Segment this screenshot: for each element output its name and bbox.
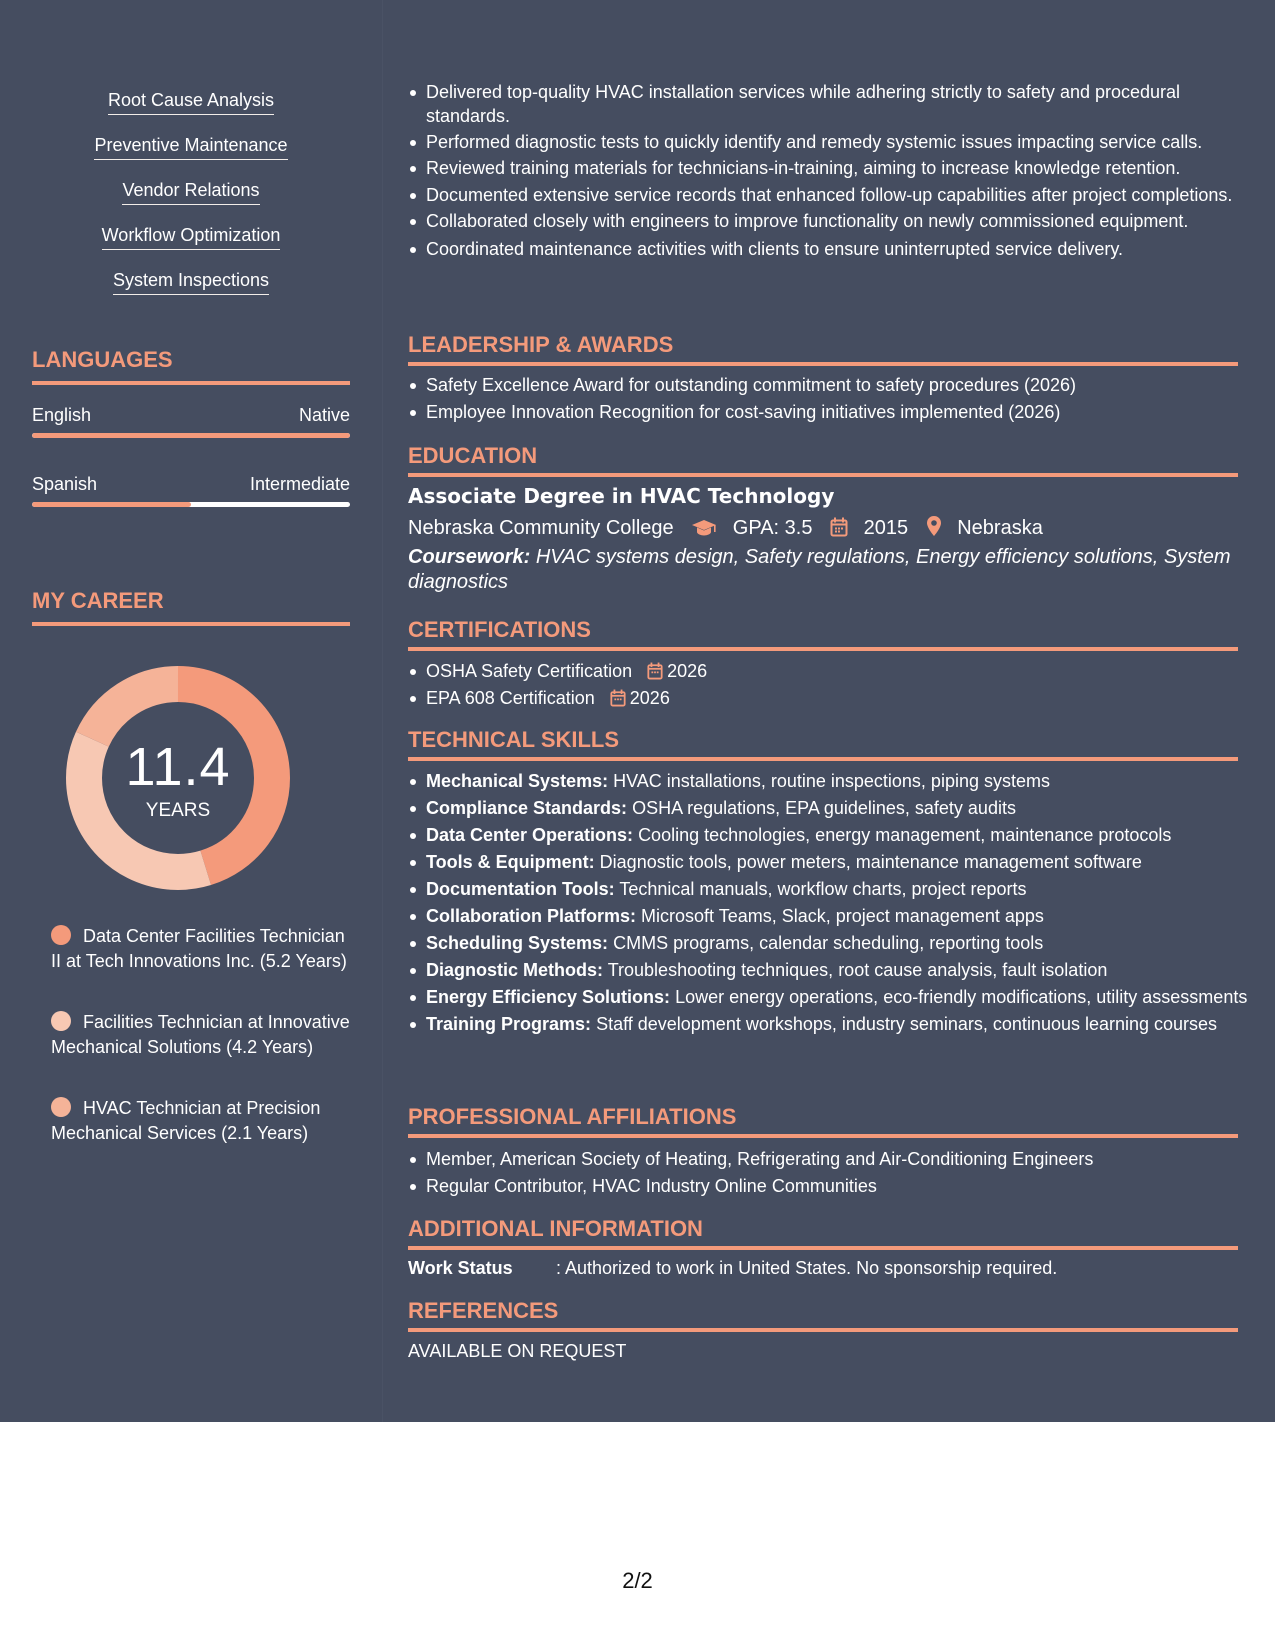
- education-details: [408, 515, 1043, 541]
- list-item: [426, 1012, 1256, 1036]
- references-heading: REFERENCES: [408, 1298, 1238, 1332]
- degree-title: Associate Degree in HVAC Technology: [408, 484, 835, 508]
- school-location: Nebraska: [957, 517, 1043, 539]
- career-item: [51, 924, 351, 974]
- language-row: [32, 404, 350, 426]
- skill-category: Collaboration Platforms:: [426, 906, 637, 926]
- list-item: Documented extensive service records that enhanced follow-up capabilities after project completions.: [426, 183, 1256, 207]
- skill-values: Microsoft Teams, Slack, project management apps: [641, 906, 1044, 926]
- list-item: Delivered top-quality HVAC installation services while adhering strictly to safety and procedural standards.: [426, 80, 1256, 128]
- additional-info-heading: ADDITIONAL INFORMATION: [408, 1216, 1238, 1250]
- leadership-list: [408, 373, 1256, 424]
- language-name: Spanish: [32, 474, 98, 494]
- skill-link[interactable]: [32, 89, 350, 115]
- list-item: Performed diagnostic tests to quickly identify and remedy systemic issues impacting service calls.: [426, 130, 1256, 154]
- skill-values: Troubleshooting techniques, root cause analysis, fault isolation: [607, 960, 1108, 980]
- list-item: Employee Innovation Recognition for cost-saving initiatives implemented (2026): [426, 400, 1256, 424]
- list-item: [426, 931, 1256, 955]
- skill-category: Energy Efficiency Solutions:: [426, 987, 671, 1007]
- skill-category: Diagnostic Methods:: [426, 960, 604, 980]
- career-item-text: Facilities Technician at Innovative Mechanical Solutions (4.2 Years): [51, 1012, 350, 1057]
- career-item-text: Data Center Facilities Technician II at Tech Innovations Inc. (5.2 Years): [51, 926, 347, 971]
- coursework-label: Coursework:: [408, 546, 531, 568]
- skill-values: OSHA regulations, EPA guidelines, safety audits: [632, 798, 1016, 818]
- work-status-value: : Authorized to work in United States. No sponsorship required.: [556, 1258, 1058, 1278]
- list-item: [426, 659, 1256, 683]
- list-item: [426, 796, 1256, 820]
- skill-values: CMMS programs, calendar scheduling, reporting tools: [613, 933, 1044, 953]
- work-status-label: Work Status: [408, 1258, 513, 1278]
- affiliations-list: [408, 1147, 1256, 1198]
- list-item: Safety Excellence Award for outstanding commitment to safety procedures (2026): [426, 373, 1256, 397]
- skill-values: HVAC installations, routine inspections, piping systems: [613, 771, 1050, 791]
- gpa: GPA: 3.5: [732, 517, 813, 539]
- skill-category: Data Center Operations:: [426, 825, 634, 845]
- affiliations-heading: PROFESSIONAL AFFILIATIONS: [408, 1104, 1238, 1138]
- experience-bullets: [408, 80, 1256, 261]
- coursework-text: HVAC systems design, Safety regulations, Energy efficiency solutions, System diagnostics: [408, 546, 1231, 593]
- language-name: English: [32, 405, 92, 425]
- list-item: [426, 958, 1256, 982]
- skill-label: Preventive Maintenance: [94, 134, 287, 160]
- graduation-cap-icon: [691, 519, 717, 537]
- column-divider: [382, 0, 383, 1422]
- calendar-icon: [647, 662, 663, 680]
- skill-category: Documentation Tools:: [426, 879, 615, 899]
- language-level: Native: [298, 405, 350, 425]
- skill-label: Workflow Optimization: [102, 224, 281, 250]
- certification-year: 2026: [667, 661, 708, 681]
- language-level: Intermediate: [249, 474, 350, 494]
- language-proficiency-fill: [32, 433, 350, 438]
- career-total-years: 11.4: [125, 737, 231, 797]
- list-item: Collaborated closely with engineers to improve functionality on newly commissioned equipment.: [426, 209, 1256, 233]
- list-item: [426, 877, 1256, 901]
- page-number: 2/2: [622, 1568, 653, 1593]
- career-item: [51, 1010, 351, 1060]
- skill-link[interactable]: [32, 269, 350, 295]
- skill-category: Tools & Equipment:: [426, 852, 595, 872]
- skill-values: Diagnostic tools, power meters, maintenance management software: [599, 852, 1142, 872]
- skill-label: System Inspections: [113, 269, 269, 295]
- skill-category: Compliance Standards:: [426, 798, 628, 818]
- skill-link[interactable]: [32, 224, 350, 250]
- list-item: Member, American Society of Heating, Refrigerating and Air-Conditioning Engineers: [426, 1147, 1256, 1171]
- list-item: [426, 769, 1256, 793]
- calendar-icon: [830, 517, 848, 537]
- skill-values: Cooling technologies, energy management, maintenance protocols: [638, 825, 1172, 845]
- location-pin-icon: [926, 515, 942, 537]
- skill-link[interactable]: [32, 179, 350, 205]
- skill-link[interactable]: [32, 134, 350, 160]
- certifications-heading: CERTIFICATIONS: [408, 617, 1238, 651]
- skill-category: Training Programs:: [426, 1014, 592, 1034]
- skill-label: Vendor Relations: [122, 179, 259, 205]
- language-proficiency-fill: [32, 502, 191, 507]
- technical-skills-list: [408, 769, 1256, 1036]
- skill-values: Staff development workshops, industry seminars, continuous learning courses: [596, 1014, 1218, 1034]
- coursework: [408, 545, 1238, 595]
- graduation-year: 2015: [863, 517, 909, 539]
- list-item: Regular Contributor, HVAC Industry Online Communities: [426, 1174, 1256, 1198]
- work-status-row: [408, 1256, 1057, 1280]
- career-legend-dot: [51, 925, 71, 945]
- career-heading: MY CAREER: [32, 588, 350, 626]
- career-item-text: HVAC Technician at Precision Mechanical Services (2.1 Years): [51, 1098, 321, 1143]
- languages-heading: LANGUAGES: [32, 347, 350, 385]
- certifications-list: [408, 659, 1256, 710]
- list-item: [426, 985, 1256, 1009]
- career-legend-dot: [51, 1097, 71, 1117]
- skill-values: Technical manuals, workflow charts, project reports: [619, 879, 1027, 899]
- career-item: [51, 1096, 351, 1146]
- certification-name: EPA 608 Certification: [426, 688, 595, 708]
- list-item: [426, 904, 1256, 928]
- calendar-icon: [610, 689, 626, 707]
- list-item: [426, 686, 1256, 710]
- career-years-unit: YEARS: [145, 800, 211, 821]
- leadership-heading: LEADERSHIP & AWARDS: [408, 332, 1238, 366]
- language-proficiency-bar: [32, 502, 350, 507]
- technical-skills-heading: TECHNICAL SKILLS: [408, 727, 1238, 761]
- list-item: [426, 823, 1256, 847]
- list-item: Coordinated maintenance activities with clients to ensure uninterrupted service delivery.: [426, 237, 1256, 261]
- education-heading: EDUCATION: [408, 443, 1238, 477]
- language-proficiency-bar: [32, 433, 350, 438]
- career-legend-dot: [51, 1011, 71, 1031]
- certification-name: OSHA Safety Certification: [426, 661, 633, 681]
- language-row: [32, 473, 350, 495]
- skill-category: Mechanical Systems:: [426, 771, 609, 791]
- skill-category: Scheduling Systems:: [426, 933, 609, 953]
- skill-values: Lower energy operations, eco-friendly modifications, utility assessments: [675, 987, 1248, 1007]
- list-item: Reviewed training materials for technicians-in-training, aiming to increase knowledge retention.: [426, 156, 1256, 180]
- certification-year: 2026: [629, 688, 670, 708]
- skill-label: Root Cause Analysis: [108, 89, 274, 115]
- list-item: [426, 850, 1256, 874]
- references-text: AVAILABLE ON REQUEST: [408, 1341, 627, 1361]
- school-name: Nebraska Community College: [408, 517, 674, 539]
